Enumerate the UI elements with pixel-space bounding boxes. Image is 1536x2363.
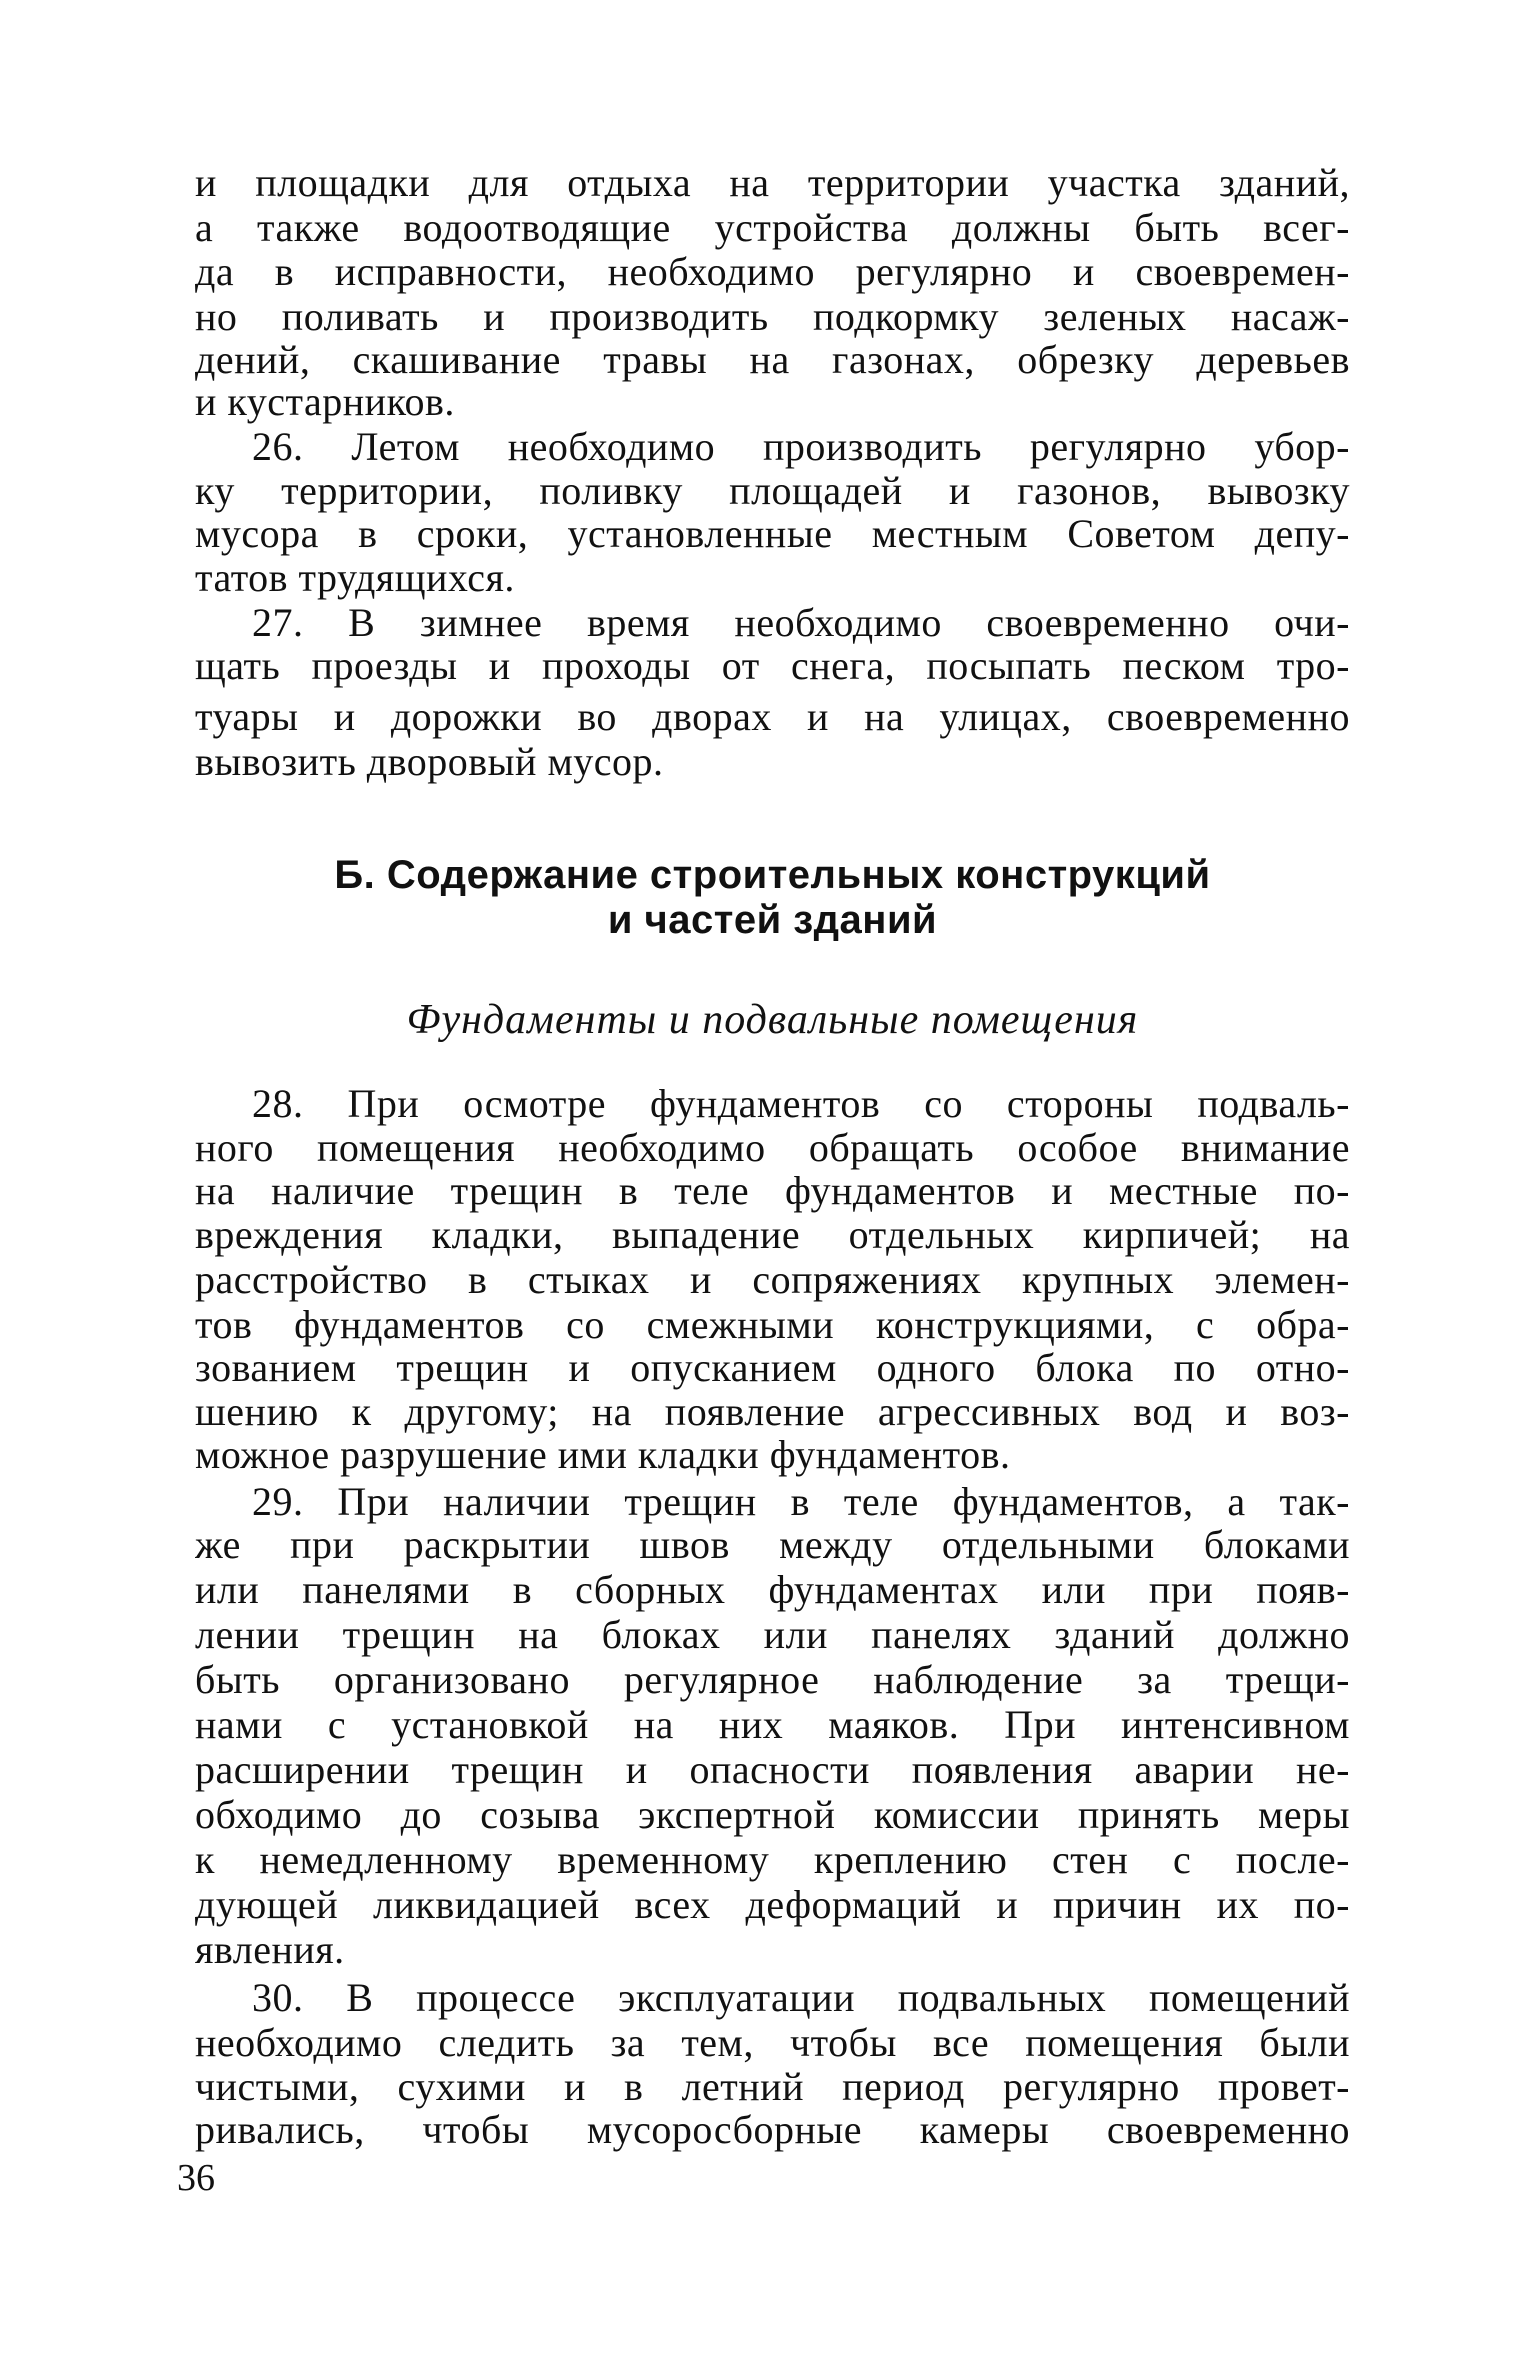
- paragraph-line: щать проезды и проходы от снега, посыпать песком тро-: [195, 643, 1350, 688]
- paragraph-line: ного помещения необходимо обращать особое внимание: [195, 1125, 1350, 1170]
- paragraph-line: необходимо следить за тем, чтобы все помещения были: [195, 2020, 1350, 2065]
- paragraph-line: да в исправности, необходимо регулярно и своевремен-: [195, 249, 1350, 294]
- paragraph-line: чистыми, сухими и в летний период регулярно провет-: [195, 2064, 1350, 2109]
- paragraph-line: туары и дорожки во дворах и на улицах, своевременно: [195, 694, 1350, 739]
- section-heading-line-2: и частей зданий: [607, 898, 938, 942]
- paragraph-line: 30. В процессе эксплуатации подвальных помещений: [252, 1975, 1350, 2020]
- paragraph-line: к немедленному временному креплению стен с после-: [195, 1837, 1350, 1882]
- paragraph-line: 28. При осмотре фундаментов со стороны подваль-: [252, 1081, 1350, 1126]
- paragraph-line: ривались, чтобы мусоросборные камеры своевременно: [195, 2107, 1350, 2152]
- paragraph-line: вывозить дворовый мусор.: [195, 739, 664, 784]
- subsection-heading: Фундаменты и подвальные помещения: [406, 997, 1139, 1043]
- paragraph-line: мусора в сроки, установленные местным Советом депу-: [195, 511, 1350, 556]
- paragraph-line: явления.: [195, 1927, 345, 1972]
- paragraph-line: но поливать и производить подкормку зеленых насаж-: [195, 294, 1350, 339]
- paragraph-line: и кустарников.: [195, 379, 455, 424]
- paragraph-line: можное разрушение ими кладки фундаментов.: [195, 1432, 1011, 1477]
- paragraph-line: дующей ликвидацией всех деформаций и причин их по-: [195, 1882, 1350, 1927]
- paragraph-line: вреждения кладки, выпадение отдельных кирпичей; на: [195, 1212, 1350, 1257]
- paragraph-line: ку территории, поливку площадей и газонов, вывозку: [195, 468, 1350, 513]
- paragraph-line: дений, скашивание травы на газонах, обрезку деревьев: [195, 337, 1350, 382]
- paragraph-line: 29. При наличии трещин в теле фундаментов, а так-: [252, 1479, 1350, 1524]
- paragraph-line: а также водоотводящие устройства должны быть всег-: [195, 205, 1350, 250]
- paragraph-line: лении трещин на блоках или панелях зданий должно: [195, 1612, 1350, 1657]
- paragraph-line: расстройство в стыках и сопряжениях крупных элемен-: [195, 1257, 1350, 1302]
- section-heading-line-1: Б. Содержание строительных конструкций: [334, 853, 1211, 897]
- paragraph-line: быть организовано регулярное наблюдение за трещи-: [195, 1657, 1350, 1702]
- page-number: 36: [177, 2157, 215, 2199]
- paragraph-line: шению к другому; на появление агрессивных вод и воз-: [195, 1389, 1350, 1434]
- paragraph-line: на наличие трещин в теле фундаментов и местные по-: [195, 1168, 1350, 1213]
- paragraph-line: и площадки для отдыха на территории участка зданий,: [195, 160, 1350, 205]
- paragraph-line: зованием трещин и опусканием одного блока по отно-: [195, 1345, 1350, 1390]
- paragraph-line: 27. В зимнее время необходимо своевременно очи-: [252, 600, 1350, 645]
- paragraph-line: нами с установкой на них маяков. При интенсивном: [195, 1702, 1350, 1747]
- paragraph-line: татов трудящихся.: [195, 555, 515, 600]
- paragraph-line: же при раскрытии швов между отдельными блоками: [195, 1522, 1350, 1567]
- paragraph-line: расширении трещин и опасности появления аварии не-: [195, 1747, 1350, 1792]
- paragraph-line: или панелями в сборных фундаментах или при появ-: [195, 1567, 1350, 1612]
- paragraph-line: тов фундаментов со смежными конструкциями, с обра-: [195, 1302, 1350, 1347]
- paragraph-line: 26. Летом необходимо производить регулярно убор-: [252, 424, 1350, 469]
- paragraph-line: обходимо до созыва экспертной комиссии принять меры: [195, 1792, 1350, 1837]
